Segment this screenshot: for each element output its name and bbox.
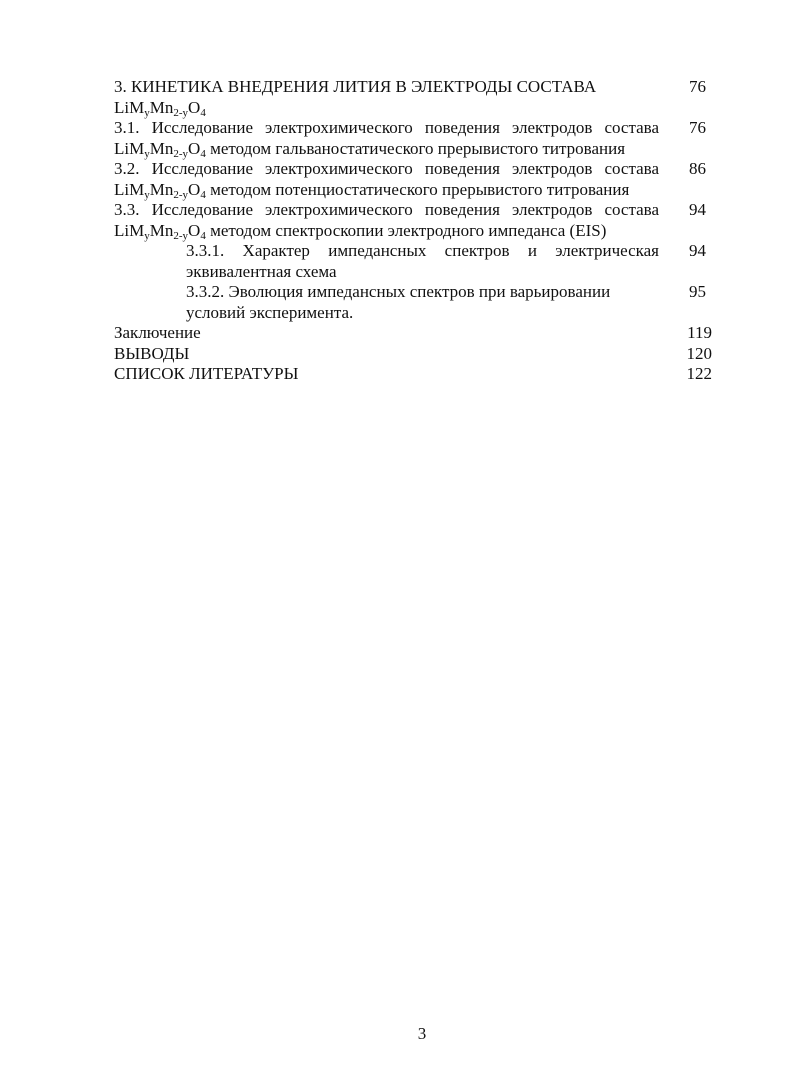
toc-entry-title: СПИСОК ЛИТЕРАТУРЫ [114,364,299,383]
toc-page-number: 119 [687,323,712,342]
toc-entry-title-cont: методом гальваностатического прерывистого титрования [210,138,626,158]
toc-page-number: 94 [689,200,706,219]
toc-entry-title: 3.3.1. Характер импедансных спектров и электрическая эквивалентная схема [186,241,659,281]
toc-page-number: 76 [689,118,706,137]
toc-entry-title-cont: методом потенциостатического прерывистого титрования [210,179,630,199]
toc-entry-title: 3. КИНЕТИКА ВНЕДРЕНИЯ ЛИТИЯ В ЭЛЕКТРОДЫ СОСТАВА [114,77,597,96]
toc-entry-title: 3.3. Исследование электрохимического поведения электродов состава [114,200,659,219]
toc-entry-findings [114,344,712,365]
toc-entry-3-3 [114,200,712,241]
toc-entry-title: 3.2. Исследование электрохимического поведения электродов состава [114,159,659,178]
chemical-formula: $LiM_yMn_{2-y}O_4$ [114,138,206,160]
toc-entry-3 [114,77,712,118]
toc-page-number: 94 [689,241,706,260]
chemical-formula: $LiM_yMn_{2-y}O_4$ [114,220,206,242]
table-of-contents [114,77,712,385]
toc-page-number: 120 [686,343,712,363]
toc-page-number: 86 [689,159,706,178]
toc-entry-title: 3.1. Исследование электрохимического поведения электродов состава [114,118,659,137]
toc-entry-3-3-2 [114,282,712,323]
toc-entry-title: ВЫВОДЫ [114,343,190,363]
page-number: 3 [417,1024,427,1043]
toc-entry-title: Заключение [114,323,201,342]
chemical-formula: $LiM_yMn_{2-y}O_4$ [114,97,206,119]
toc-page-number: 95 [689,282,706,301]
toc-entry-title-cont: методом спектроскопии электродного импеданса (EIS) [210,220,607,240]
toc-page-number: 122 [686,364,712,383]
chemical-formula: $LiM_yMn_{2-y}O_4$ [114,179,206,201]
toc-entry-conclusion [114,323,712,344]
toc-entry-title: 3.3.2. Эволюция импедансных спектров при варьировании условий эксперимента. [186,282,611,322]
toc-entry-3-1 [114,118,712,159]
toc-page-number: 76 [689,77,706,96]
toc-entry-references [114,364,712,385]
toc-entry-3-3-1 [114,241,712,282]
toc-entry-3-2 [114,159,712,200]
